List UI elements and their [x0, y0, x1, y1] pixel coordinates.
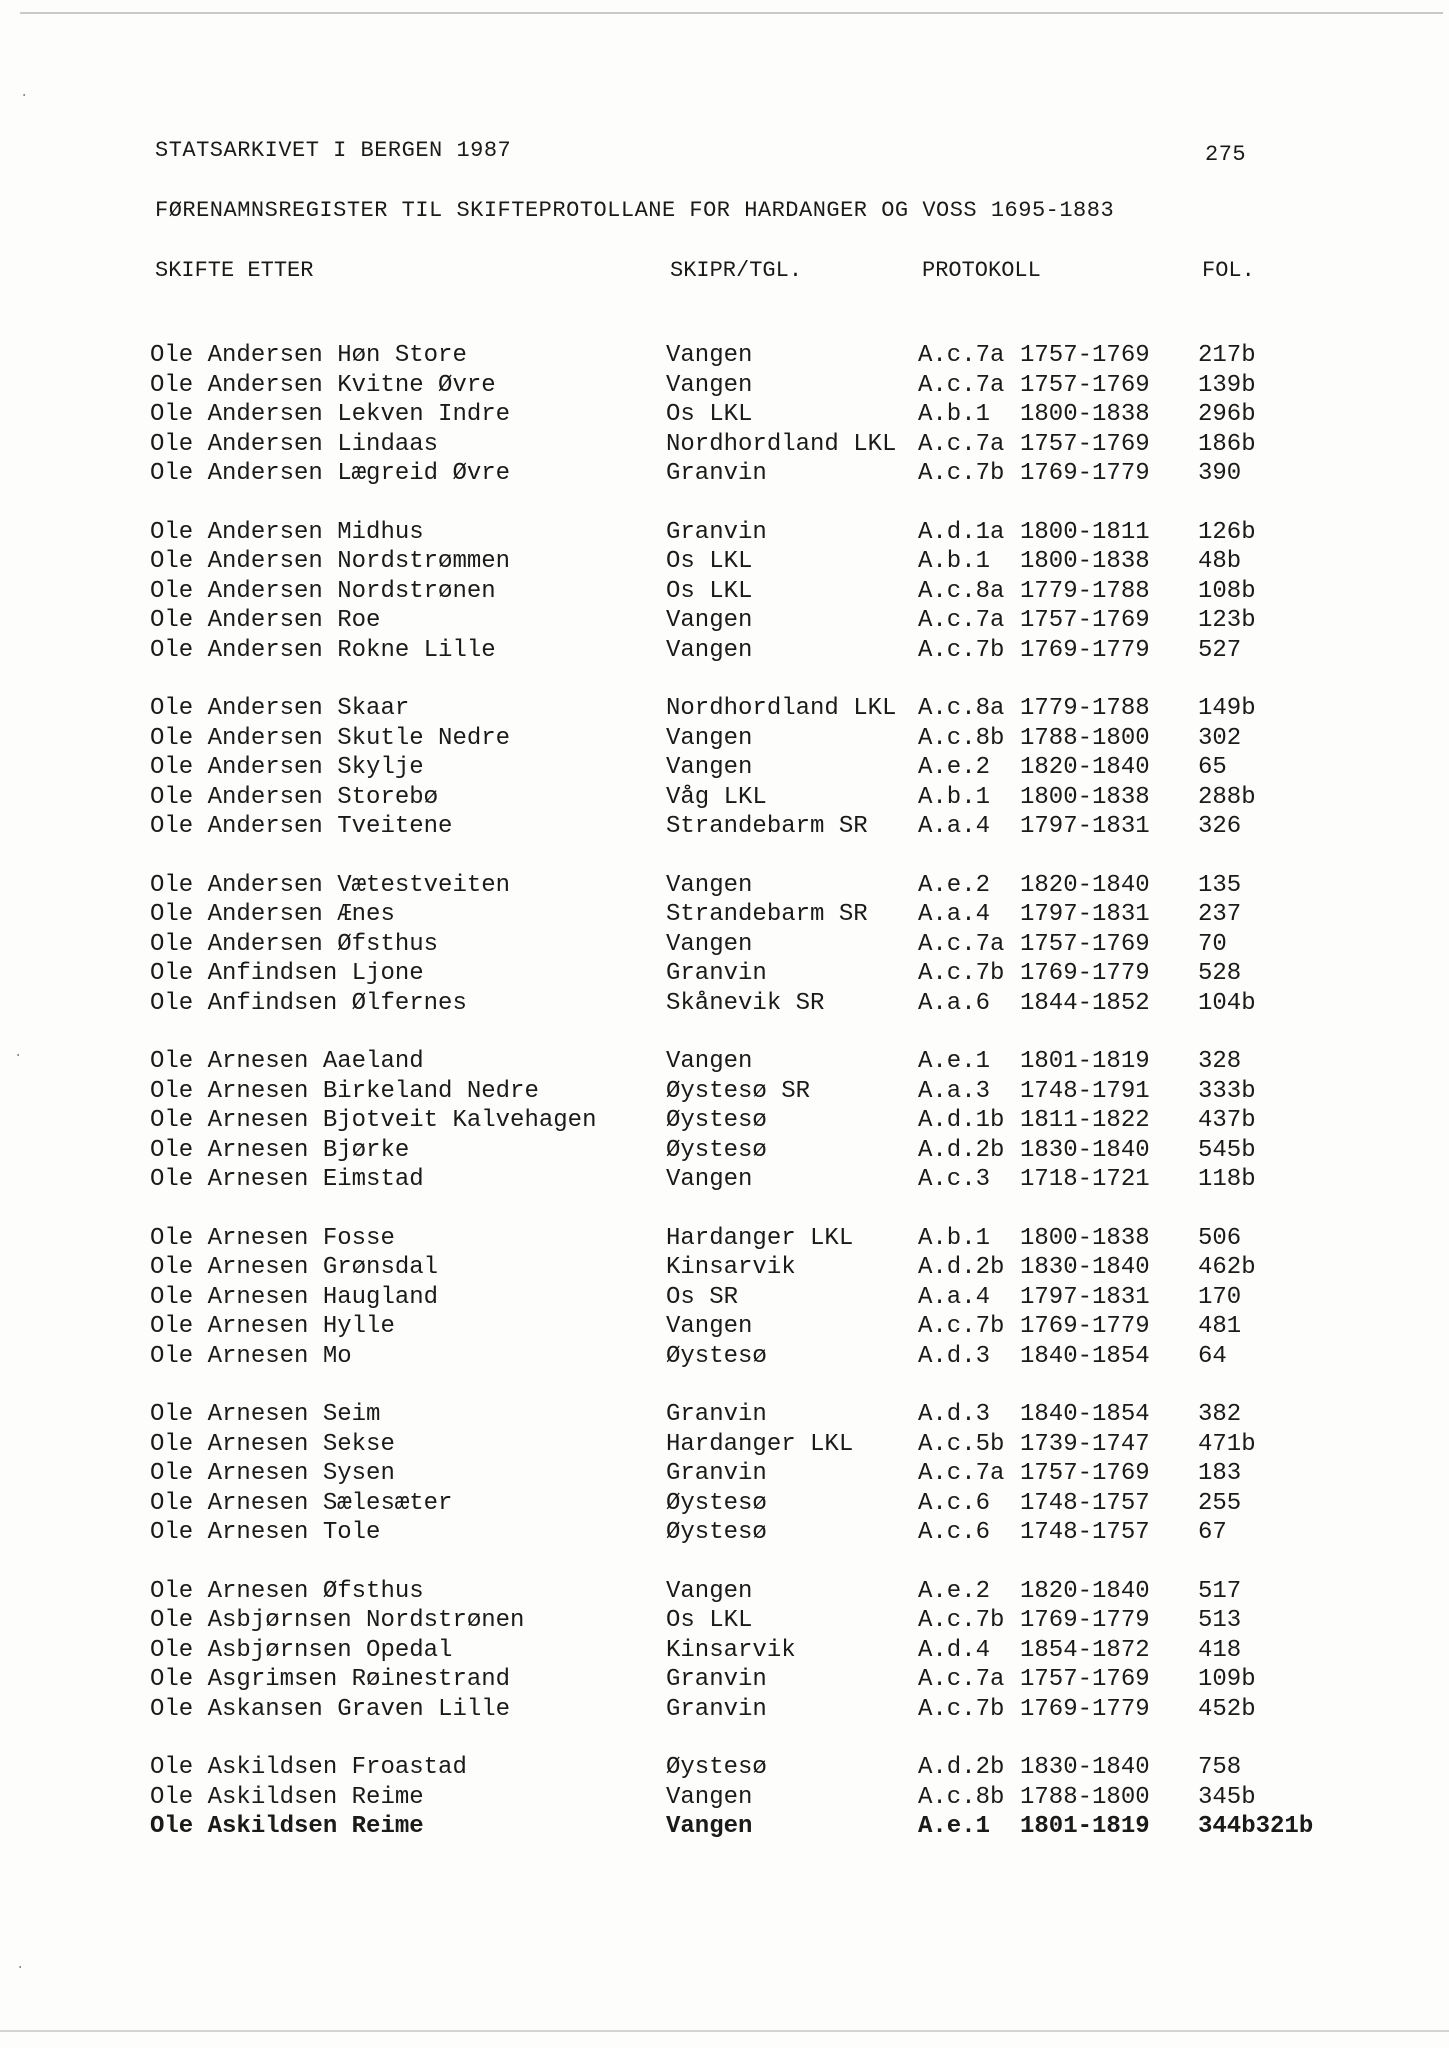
entry-name: Ole Andersen Øfsthus	[150, 930, 439, 958]
entry-tgl: Vangen	[666, 930, 753, 958]
entry-name: Ole Andersen Ænes	[150, 901, 395, 928]
entry-protocol: A.d.1b	[918, 1107, 1005, 1134]
table-row	[0, 990, 1449, 1020]
entry-years: 1748-1791	[1020, 1077, 1150, 1105]
entry-tgl: Strandebarm SR	[666, 813, 868, 840]
entry-name: Ole Arnesen Hylle	[150, 1313, 395, 1340]
entry-protocol: A.c.5b	[918, 1430, 1005, 1458]
entry-tgl: Vangen	[666, 371, 753, 399]
table-row	[0, 1137, 1449, 1167]
entry-name: Ole Arnesen Haugland	[150, 1283, 439, 1311]
table-row	[0, 1460, 1449, 1490]
table-row	[0, 431, 1449, 461]
entry-tgl: Vangen	[666, 1313, 753, 1340]
table-row	[0, 960, 1449, 990]
entry-years: 1718-1721	[1020, 1166, 1150, 1193]
entry-protocol: A.c.7a	[918, 607, 1005, 634]
entry-protocol: A.c.6	[918, 1489, 991, 1517]
entry-name: Ole Askildsen Froastad	[150, 1754, 467, 1781]
entry-name: Ole Andersen Nordstrømmen	[150, 548, 511, 575]
entry-fol: 513	[1198, 1607, 1242, 1634]
entry-protocol: A.a.4	[918, 901, 991, 928]
entry-years: 1769-1779	[1020, 636, 1150, 664]
entry-years: 1820-1840	[1020, 1577, 1150, 1605]
entry-name: Ole Andersen Lægreid Øvre	[150, 460, 511, 487]
entry-tgl: Vangen	[666, 636, 753, 664]
entry-years: 1757-1769	[1020, 1460, 1150, 1487]
table-row	[0, 784, 1449, 814]
entry-fol: 333b	[1198, 1077, 1256, 1105]
entry-fol: 288b	[1198, 783, 1256, 811]
entry-fol: 135	[1198, 871, 1242, 899]
entry-protocol: A.d.4	[918, 1636, 991, 1664]
entry-protocol: A.d.2b	[918, 1254, 1005, 1281]
entry-protocol: A.d.3	[918, 1342, 991, 1370]
entry-years: 1844-1852	[1020, 989, 1150, 1017]
entry-name: Ole Askildsen Reime	[150, 1783, 424, 1811]
table-row	[0, 607, 1449, 637]
entry-fol: 123b	[1198, 607, 1256, 634]
entry-tgl: Vangen	[666, 724, 753, 752]
table-row	[0, 1313, 1449, 1343]
entry-fol: 65	[1198, 754, 1227, 781]
archive-header: STATSARKIVET I BERGEN 1987	[155, 138, 512, 163]
entry-protocol: A.d.1a	[918, 518, 1005, 546]
entry-name: Ole Andersen Nordstrønen	[150, 577, 496, 605]
entry-tgl: Granvin	[666, 460, 767, 487]
entry-years: 1820-1840	[1020, 754, 1150, 781]
entry-protocol: A.e.1	[918, 1813, 991, 1840]
column-header-tgl: SKIPR/TGL.	[670, 258, 803, 283]
entry-tgl: Os LKL	[666, 577, 753, 605]
entry-tgl: Øystesø	[666, 1342, 767, 1370]
entry-protocol: A.c.7a	[918, 930, 1005, 958]
table-row	[0, 1666, 1449, 1696]
entry-years: 1757-1769	[1020, 371, 1150, 399]
entry-tgl: Øystesø	[666, 1107, 767, 1134]
entry-fol: 382	[1198, 1401, 1242, 1428]
entry-fol: 70	[1198, 930, 1227, 958]
entry-protocol: A.c.7b	[918, 960, 1005, 987]
entry-years: 1779-1788	[1020, 577, 1150, 605]
entry-name: Ole Andersen Vætestveiten	[150, 871, 511, 899]
entry-tgl: Granvin	[666, 1695, 767, 1723]
entry-years: 1797-1831	[1020, 901, 1150, 928]
entry-years: 1748-1757	[1020, 1489, 1150, 1517]
entry-years: 1830-1840	[1020, 1254, 1150, 1281]
entry-years: 1801-1819	[1020, 1048, 1150, 1075]
entry-tgl: Hardanger LKL	[666, 1224, 854, 1252]
entry-years: 1769-1779	[1020, 1313, 1150, 1340]
table-row	[0, 1254, 1449, 1284]
scan-speck: ·	[16, 1960, 25, 1976]
entry-fol: 326	[1198, 813, 1242, 840]
table-row	[0, 342, 1449, 372]
entry-fol: 139b	[1198, 371, 1256, 399]
entry-tgl: Kinsarvik	[666, 1254, 796, 1281]
entry-protocol: A.c.8b	[918, 1783, 1005, 1811]
entry-name: Ole Andersen Skylje	[150, 754, 424, 781]
column-header-fol: FOL.	[1202, 258, 1255, 283]
entry-fol: 108b	[1198, 577, 1256, 605]
table-row	[0, 901, 1449, 931]
table-row	[0, 578, 1449, 608]
entry-fol: 481	[1198, 1313, 1242, 1340]
entry-tgl: Hardanger LKL	[666, 1430, 854, 1458]
table-row	[0, 725, 1449, 755]
entry-tgl: Øystesø	[666, 1136, 767, 1164]
entry-protocol: A.e.2	[918, 754, 991, 781]
entry-years: 1739-1747	[1020, 1430, 1150, 1458]
entry-name: Ole Arnesen Mo	[150, 1342, 352, 1370]
table-row	[0, 872, 1449, 902]
entry-years: 1800-1838	[1020, 548, 1150, 575]
entry-tgl: Granvin	[666, 960, 767, 987]
table-row	[0, 372, 1449, 402]
entry-protocol: A.c.8a	[918, 577, 1005, 605]
entry-tgl: Os LKL	[666, 1607, 753, 1634]
table-row	[0, 1578, 1449, 1608]
entry-name: Ole Asgrimsen Røinestrand	[150, 1666, 511, 1693]
entry-fol: 345b	[1198, 1783, 1256, 1811]
entry-name: Ole Arnesen Aaeland	[150, 1048, 424, 1075]
table-row	[0, 1696, 1449, 1726]
entry-name: Ole Arnesen Bjørke	[150, 1136, 410, 1164]
entry-fol: 344b321b	[1198, 1813, 1314, 1840]
entry-years: 1840-1854	[1020, 1342, 1150, 1370]
entry-fol: 390	[1198, 460, 1242, 487]
entry-years: 1788-1800	[1020, 724, 1150, 752]
entry-name: Ole Andersen Roe	[150, 607, 381, 634]
entry-years: 1854-1872	[1020, 1636, 1150, 1664]
entry-name: Ole Arnesen Seim	[150, 1401, 381, 1428]
entry-years: 1769-1779	[1020, 1607, 1150, 1634]
entry-tgl: Granvin	[666, 1666, 767, 1693]
entry-protocol: A.c.7b	[918, 1313, 1005, 1340]
scan-speck: ·	[14, 1048, 23, 1064]
entry-years: 1757-1769	[1020, 930, 1150, 958]
entry-fol: 186b	[1198, 430, 1256, 458]
entry-fol: 64	[1198, 1342, 1227, 1370]
entry-fol: 328	[1198, 1048, 1242, 1075]
entry-fol: 506	[1198, 1224, 1242, 1252]
entry-protocol: A.c.7b	[918, 1607, 1005, 1634]
entry-fol: 183	[1198, 1460, 1242, 1487]
table-row	[0, 695, 1449, 725]
entry-protocol: A.c.7a	[918, 342, 1005, 369]
entry-years: 1797-1831	[1020, 813, 1150, 840]
entry-tgl: Vangen	[666, 871, 753, 899]
table-row	[0, 637, 1449, 667]
entry-tgl: Vangen	[666, 754, 753, 781]
entry-years: 1757-1769	[1020, 342, 1150, 369]
entry-years: 1811-1822	[1020, 1107, 1150, 1134]
table-row	[0, 813, 1449, 843]
entry-name: Ole Askildsen Reime	[150, 1813, 424, 1840]
entry-name: Ole Asbjørnsen Opedal	[150, 1636, 453, 1664]
table-row	[0, 754, 1449, 784]
entry-fol: 302	[1198, 724, 1242, 752]
entry-tgl: Vangen	[666, 607, 753, 634]
entry-fol: 517	[1198, 1577, 1242, 1605]
entry-protocol: A.d.2b	[918, 1136, 1005, 1164]
entry-tgl: Øystesø SR	[666, 1077, 811, 1105]
table-row	[0, 1078, 1449, 1108]
entry-tgl: Strandebarm SR	[666, 901, 868, 928]
entry-years: 1769-1779	[1020, 960, 1150, 987]
entry-name: Ole Arnesen Birkeland Nedre	[150, 1077, 539, 1105]
entry-protocol: A.b.1	[918, 548, 991, 575]
entry-tgl: Vangen	[666, 1166, 753, 1193]
entry-protocol: A.a.6	[918, 989, 991, 1017]
entry-years: 1779-1788	[1020, 695, 1150, 722]
entry-name: Ole Asbjørnsen Nordstrønen	[150, 1607, 525, 1634]
table-row	[0, 1107, 1449, 1137]
entry-tgl: Os SR	[666, 1283, 739, 1311]
entry-fol: 418	[1198, 1636, 1242, 1664]
entry-name: Ole Arnesen Fosse	[150, 1224, 395, 1252]
entry-fol: 118b	[1198, 1166, 1256, 1193]
entry-fol: 217b	[1198, 342, 1256, 369]
entry-name: Ole Andersen Høn Store	[150, 342, 467, 369]
entry-protocol: A.c.7a	[918, 1460, 1005, 1487]
entry-name: Ole Arnesen Tole	[150, 1519, 381, 1546]
table-row	[0, 1166, 1449, 1196]
entry-tgl: Øystesø	[666, 1754, 767, 1781]
entry-protocol: A.d.2b	[918, 1754, 1005, 1781]
entry-fol: 126b	[1198, 518, 1256, 546]
table-row	[0, 1784, 1449, 1814]
entry-years: 1820-1840	[1020, 871, 1150, 899]
entry-fol: 109b	[1198, 1666, 1256, 1693]
table-row	[0, 401, 1449, 431]
entry-tgl: Os LKL	[666, 401, 753, 428]
table-row	[0, 1401, 1449, 1431]
entry-fol: 296b	[1198, 401, 1256, 428]
entry-name: Ole Arnesen Sælesæter	[150, 1489, 453, 1517]
entry-fol: 170	[1198, 1283, 1242, 1311]
entry-years: 1830-1840	[1020, 1754, 1150, 1781]
entry-protocol: A.c.3	[918, 1166, 991, 1193]
entry-fol: 437b	[1198, 1107, 1256, 1134]
entry-protocol: A.c.8a	[918, 695, 1005, 722]
entry-years: 1757-1769	[1020, 430, 1150, 458]
table-row	[0, 1490, 1449, 1520]
entry-fol: 48b	[1198, 548, 1242, 575]
entry-tgl: Vangen	[666, 1813, 753, 1840]
entry-name: Ole Anfindsen Ølfernes	[150, 989, 467, 1017]
entry-tgl: Vangen	[666, 1577, 753, 1605]
table-row	[0, 1754, 1449, 1784]
entry-fol: 237	[1198, 901, 1242, 928]
entry-fol: 471b	[1198, 1430, 1256, 1458]
bottom-rule	[0, 2030, 1449, 2032]
entry-years: 1769-1779	[1020, 460, 1150, 487]
entry-tgl: Nordhordland LKL	[666, 695, 897, 722]
entry-protocol: A.c.8b	[918, 724, 1005, 752]
entry-tgl: Skånevik SR	[666, 989, 825, 1017]
table-row	[0, 1284, 1449, 1314]
entry-protocol: A.c.7b	[918, 460, 1005, 487]
entry-name: Ole Askansen Graven Lille	[150, 1695, 511, 1723]
table-row	[0, 1519, 1449, 1549]
table-row	[0, 460, 1449, 490]
table-row	[0, 1343, 1449, 1373]
entry-years: 1797-1831	[1020, 1283, 1150, 1311]
entry-protocol: A.e.1	[918, 1048, 991, 1075]
register-title: FØRENAMNSREGISTER TIL SKIFTEPROTOLLANE FOR HARDANGER OG VOSS 1695-1883	[155, 198, 1115, 223]
entry-years: 1757-1769	[1020, 1666, 1150, 1693]
table-row	[0, 931, 1449, 961]
entry-fol: 462b	[1198, 1254, 1256, 1281]
entry-tgl: Granvin	[666, 1401, 767, 1428]
entry-name: Ole Arnesen Eimstad	[150, 1166, 424, 1193]
entry-name: Ole Andersen Lekven Indre	[150, 401, 511, 428]
entry-name: Ole Andersen Tveitene	[150, 813, 453, 840]
entry-fol: 452b	[1198, 1695, 1256, 1723]
entry-fol: 527	[1198, 636, 1242, 664]
entry-tgl: Øystesø	[666, 1489, 767, 1517]
entry-name: Ole Andersen Skaar	[150, 695, 410, 722]
entry-years: 1801-1819	[1020, 1813, 1150, 1840]
entry-tgl: Våg LKL	[666, 783, 767, 811]
entry-tgl: Vangen	[666, 342, 753, 369]
entry-protocol: A.c.6	[918, 1519, 991, 1546]
entry-tgl: Granvin	[666, 518, 767, 546]
entry-protocol: A.a.4	[918, 813, 991, 840]
entry-protocol: A.c.7b	[918, 636, 1005, 664]
entry-protocol: A.b.1	[918, 1224, 991, 1252]
entry-protocol: A.e.2	[918, 871, 991, 899]
entry-years: 1800-1811	[1020, 518, 1150, 546]
entry-years: 1748-1757	[1020, 1519, 1150, 1546]
entry-years: 1800-1838	[1020, 1224, 1150, 1252]
entry-protocol: A.c.7b	[918, 1695, 1005, 1723]
entry-name: Ole Andersen Midhus	[150, 518, 424, 546]
entry-years: 1788-1800	[1020, 1783, 1150, 1811]
entry-name: Ole Andersen Skutle Nedre	[150, 724, 511, 752]
entry-name: Ole Arnesen Øfsthus	[150, 1577, 424, 1605]
table-row	[0, 1607, 1449, 1637]
entry-protocol: A.c.7a	[918, 430, 1005, 458]
entry-fol: 67	[1198, 1519, 1227, 1546]
entry-name: Ole Andersen Rokne Lille	[150, 636, 496, 664]
table-row	[0, 1637, 1449, 1667]
entry-protocol: A.b.1	[918, 401, 991, 428]
table-row	[0, 1225, 1449, 1255]
entry-fol: 528	[1198, 960, 1242, 987]
column-header-protocol: PROTOKOLL	[922, 258, 1041, 283]
entry-name: Ole Arnesen Sekse	[150, 1430, 395, 1458]
entry-name: Ole Arnesen Grønsdal	[150, 1254, 439, 1281]
entry-years: 1757-1769	[1020, 607, 1150, 634]
entry-name: Ole Andersen Kvitne Øvre	[150, 371, 496, 399]
page-number: 275	[1205, 142, 1247, 167]
entry-years: 1800-1838	[1020, 783, 1150, 811]
entry-protocol: A.d.3	[918, 1401, 991, 1428]
column-header-name: SKIFTE ETTER	[155, 258, 314, 283]
entry-years: 1830-1840	[1020, 1136, 1150, 1164]
entry-tgl: Nordhordland LKL	[666, 430, 897, 458]
entry-name: Ole Andersen Storebø	[150, 783, 439, 811]
entry-years: 1769-1779	[1020, 1695, 1150, 1723]
entry-name: Ole Andersen Lindaas	[150, 430, 439, 458]
entry-name: Ole Arnesen Sysen	[150, 1460, 395, 1487]
table-row	[0, 1813, 1449, 1843]
entry-protocol: A.b.1	[918, 783, 991, 811]
entry-tgl: Vangen	[666, 1783, 753, 1811]
table-row	[0, 1431, 1449, 1461]
entry-fol: 545b	[1198, 1136, 1256, 1164]
table-row	[0, 519, 1449, 549]
entry-protocol: A.e.2	[918, 1577, 991, 1605]
scan-speck: ·	[20, 88, 29, 104]
entry-protocol: A.c.7a	[918, 371, 1005, 399]
entry-tgl: Vangen	[666, 1048, 753, 1075]
entry-fol: 104b	[1198, 989, 1256, 1017]
entry-protocol: A.c.7a	[918, 1666, 1005, 1693]
entry-tgl: Øystesø	[666, 1519, 767, 1546]
entry-protocol: A.a.4	[918, 1283, 991, 1311]
entry-fol: 149b	[1198, 695, 1256, 722]
entry-tgl: Granvin	[666, 1460, 767, 1487]
table-row	[0, 1048, 1449, 1078]
table-row	[0, 548, 1449, 578]
entry-years: 1800-1838	[1020, 401, 1150, 428]
entry-tgl: Kinsarvik	[666, 1636, 796, 1664]
entry-tgl: Os LKL	[666, 548, 753, 575]
entry-name: Ole Anfindsen Ljone	[150, 960, 424, 987]
entry-years: 1840-1854	[1020, 1401, 1150, 1428]
entry-fol: 255	[1198, 1489, 1242, 1517]
entry-protocol: A.a.3	[918, 1077, 991, 1105]
entry-fol: 758	[1198, 1754, 1242, 1781]
entry-name: Ole Arnesen Bjotveit Kalvehagen	[150, 1107, 597, 1134]
